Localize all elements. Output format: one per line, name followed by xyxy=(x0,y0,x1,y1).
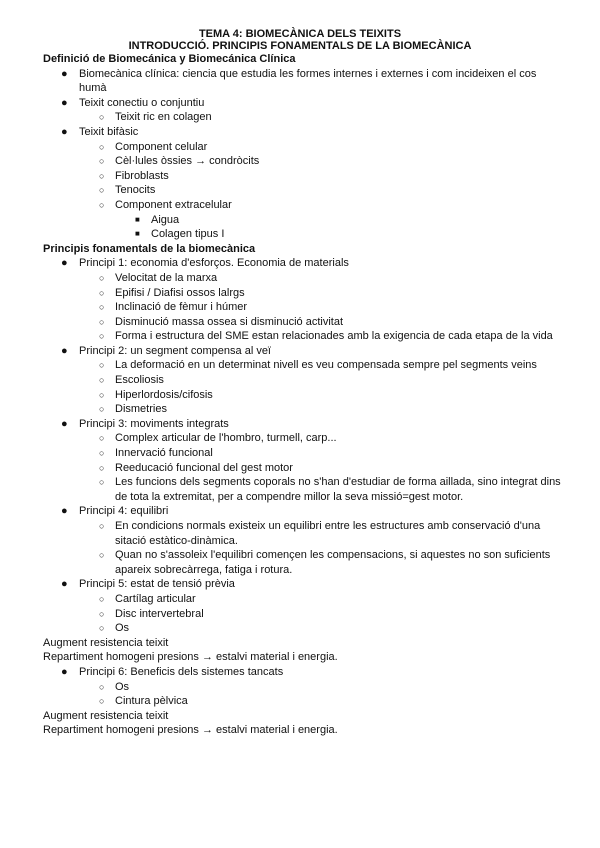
note-text: Augment resistencia teixit xyxy=(43,709,169,722)
list-item: ● Biomecànica clínica: ciencia que estudia les formes internes i externes i com incideixen el cos humà xyxy=(61,67,537,95)
bullet-circle-icon: ○ xyxy=(99,462,105,473)
bullet-circle-icon: ○ xyxy=(99,185,105,196)
bullet-circle-icon: ○ xyxy=(99,316,105,327)
list-item: ○ Component extracelular xyxy=(99,198,232,211)
list-item: ● Teixit bifàsic xyxy=(61,125,139,138)
list-item: ○ Component celular xyxy=(99,140,208,153)
list-item: ○ La deformació en un determinat nivell es veu compensada sempre pel segments veins xyxy=(99,359,537,372)
bullet-circle-icon: ○ xyxy=(99,331,105,342)
section-heading-definitions: Definició de Biomecánica y Biomecánica Clínica xyxy=(43,53,296,65)
list-item: ■ Aigua xyxy=(135,213,180,226)
bullet-circle-icon: ○ xyxy=(99,521,105,531)
bullet-circle-icon: ○ xyxy=(99,287,105,298)
bullet-square-icon: ■ xyxy=(135,229,140,239)
bullet-square-icon: ■ xyxy=(135,214,140,224)
bullet-circle-icon: ○ xyxy=(99,681,105,692)
list-item: ○ Os xyxy=(99,622,130,635)
bullet-disc-icon: ● xyxy=(61,125,68,138)
document-title: TEMA 4: BIOMECÀNICA DELS TEIXITS xyxy=(198,28,402,40)
list-item: ○ Velocitat de la marxa xyxy=(99,271,218,284)
bullet-circle-icon: ○ xyxy=(99,375,105,386)
bullet-circle-icon: ○ xyxy=(99,550,105,561)
list-item: ○ Cartílag articular xyxy=(99,592,196,605)
list-item: ● Principi 4: equilibri xyxy=(61,505,169,518)
list-item: ○ Reeducació funcional del gest motor xyxy=(99,461,293,474)
list-item: ○ Hiperlordosis/cifosis xyxy=(99,388,213,401)
list-item: ○ En condicions normals existeix un equilibri entre les estructures amb conservació d'una sitació estàtico-dinàmica. xyxy=(99,520,541,547)
bullet-circle-icon: ○ xyxy=(99,608,105,619)
list-item: ○ Quan no s'assoleix l'equilibri començen les compensacions, si aquestes no son suficients apareix sobrecàrrega, fatiga i rotura. xyxy=(99,549,551,576)
list-item: ○ Innervació funcional xyxy=(99,447,213,460)
list-item: ○ Tenocits xyxy=(99,184,156,197)
bullet-circle-icon: ○ xyxy=(99,272,105,283)
list-item: ○ Complex articular de l'hombro, turmell, carp... xyxy=(99,432,337,445)
list-item: ● Principi 6: Beneficis dels sistemes tancats xyxy=(61,665,284,678)
bullet-circle-icon: ○ xyxy=(99,404,105,415)
note-text: Repartiment homogeni presions → estalvi material i energia. xyxy=(43,724,338,737)
bullet-disc-icon: ● xyxy=(61,96,68,109)
bullet-circle-icon: ○ xyxy=(99,448,105,459)
bullet-circle-icon: ○ xyxy=(99,302,105,313)
bullet-circle-icon: ○ xyxy=(99,141,105,152)
bullet-circle-icon: ○ xyxy=(99,360,105,371)
bullet-circle-icon: ○ xyxy=(99,389,105,400)
list-item: ○ Disminució massa ossea si disminució activitat xyxy=(99,315,344,328)
bullet-circle-icon: ○ xyxy=(99,156,105,167)
list-item: ○ Cintura pèlvica xyxy=(99,695,188,708)
bullet-circle-icon: ○ xyxy=(99,696,105,707)
note-text: Repartiment homogeni presions → estalvi material i energia. xyxy=(43,651,338,664)
bullet-circle-icon: ○ xyxy=(99,199,105,210)
list-item: ○ Epifisi / Diafisi ossos lalrgs xyxy=(99,286,245,299)
bullet-circle-icon: ○ xyxy=(99,593,105,604)
list-item: ○ Fibroblasts xyxy=(99,169,169,182)
list-item: ○ Dismetries xyxy=(99,403,167,416)
list-item: ● Principi 1: economia d'esforços. Economia de materials xyxy=(61,257,349,270)
list-item: ○ Les funcions dels segments coporals no s'han d'estudiar de forma aillada, sino integrat dins de tota la extremitat, per a compendre millor la seva missió=gest motor. xyxy=(99,476,561,503)
bullet-disc-icon: ● xyxy=(61,417,68,430)
bullet-circle-icon: ○ xyxy=(99,477,105,488)
list-item: ● Principi 3: moviments integrats xyxy=(61,417,229,430)
bullet-circle-icon: ○ xyxy=(99,433,105,444)
bullet-disc-icon: ● xyxy=(61,67,68,80)
list-item: ○ Cèl·lules òssies → condròcits xyxy=(99,155,260,168)
section-heading-principles: Principis fonamentals de la biomecànica xyxy=(43,242,256,255)
bullet-disc-icon: ● xyxy=(61,578,68,591)
bullet-disc-icon: ● xyxy=(61,257,68,270)
list-item: ■ Colagen tipus I xyxy=(135,228,225,241)
list-item: ○ Teixit ric en colagen xyxy=(99,111,212,124)
list-item: ● Teixit conectiu o conjuntiu xyxy=(61,96,205,109)
bullet-disc-icon: ● xyxy=(61,344,68,357)
list-item: ○ Escoliosis xyxy=(99,374,164,387)
bullet-circle-icon: ○ xyxy=(99,112,105,123)
document-subtitle: INTRODUCCIÓ. PRINCIPIS FONAMENTALS DE LA BIOMECÀNICA xyxy=(128,40,472,52)
list-item: ○ Disc intervertebral xyxy=(99,607,204,620)
bullet-disc-icon: ● xyxy=(61,665,68,678)
bullet-disc-icon: ● xyxy=(61,505,68,518)
list-item: ○ Os xyxy=(99,680,130,693)
list-item: ● Principi 5: estat de tensió prèvia xyxy=(61,578,235,591)
list-item: ○ Forma i estructura del SME estan relacionades amb la exigencia de cada etapa de la vida xyxy=(99,330,553,343)
list-item: ● Principi 2: un segment compensa al veï xyxy=(61,344,271,357)
bullet-circle-icon: ○ xyxy=(99,623,105,634)
bullet-circle-icon: ○ xyxy=(99,170,105,181)
list-item: ○ Inclinació de fèmur i húmer xyxy=(99,301,248,314)
note-text: Augment resistencia teixit xyxy=(43,636,169,649)
